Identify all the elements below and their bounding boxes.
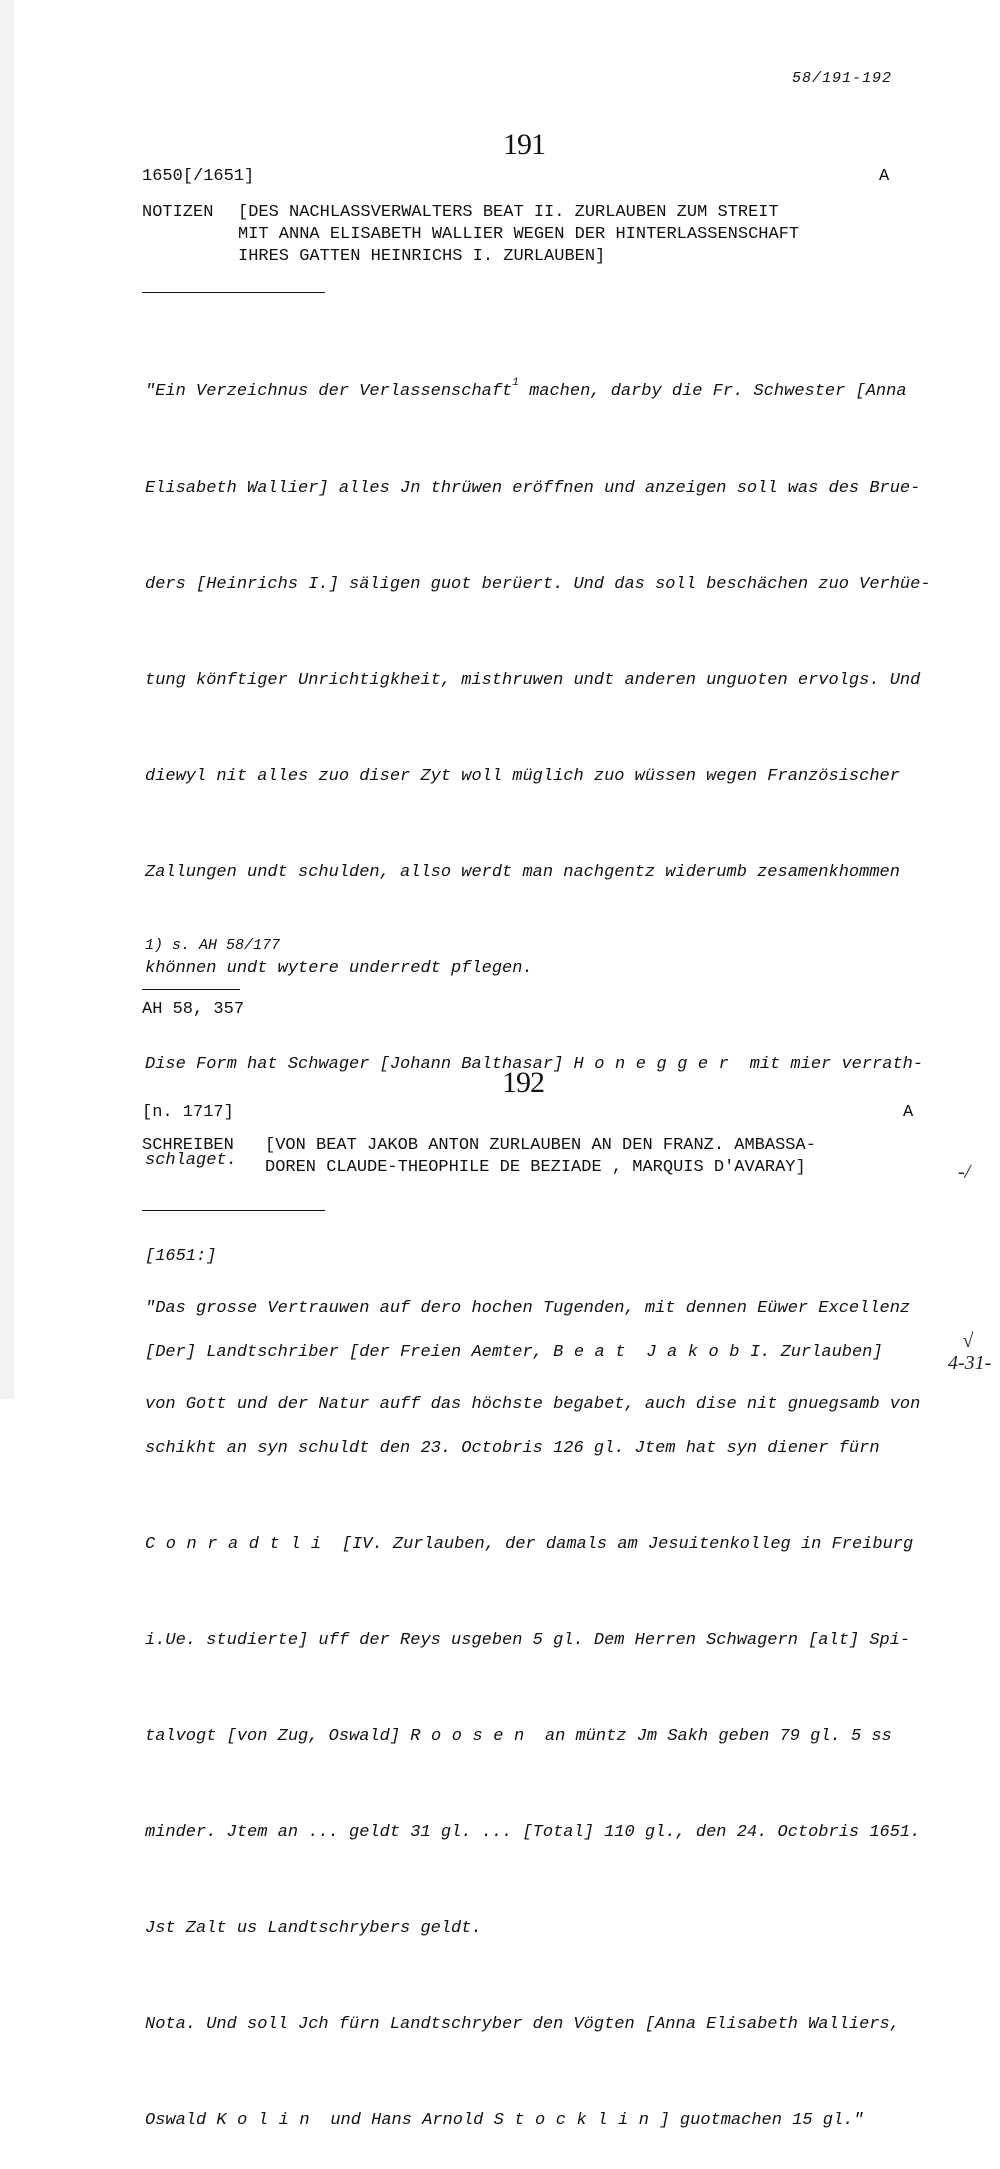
spaced-name: Beat [553,1343,637,1362]
text-line [145,1721,931,1753]
document-number-192: 192 [502,1066,544,1099]
text-line: schikht an syn schuldt den 23. Octobris 126 gl. Jtem hat syn diener fürn [145,1439,880,1458]
text-line [145,376,931,409]
text-line [145,2105,931,2137]
text-segment: [IV. Zurlauben, der damals am Jesuitenkolleg in Freiburg [331,1535,914,1554]
document-date-191: 1650[/1651] [142,167,255,186]
spaced-name: Jakob [646,1343,750,1362]
text-segment: ] guotmachen 15 gl." [659,2111,864,2130]
document-number-191: 191 [503,128,545,161]
footnote-marker: 1 [512,377,519,389]
text-segment: "Ein Verzeichnus der Verlassenschaft [145,382,513,401]
text-line: schlaget. [145,1151,237,1170]
page-reference: 58/191-192 [791,70,892,87]
spaced-name: Conradtli [145,1535,332,1554]
text-line [145,1529,931,1561]
spaced-name: Honegger [573,1055,740,1074]
heading-line-191-2: MIT ANNA ELISABETH WALLIER WEGEN DER HINTERLASSENSCHAFT [238,225,800,244]
text-line: Zallungen undt schulden, allso werdt man nachgentz widerumb zesamenkhommen [145,863,900,882]
text-line: "Das grosse Vertrauwen auf dero hochen Tugenden, mit dennen Eüwer Excellenz [145,1299,911,1318]
text-segment: [Der] Landtschriber [der Freien Aemter, [145,1343,554,1362]
spaced-name: Stocklin [493,2111,660,2130]
text-segment: Oswald [145,2111,217,2130]
spaced-name: Roosen [410,1727,535,1746]
text-segment: Dise Form hat Schwager [Johann Balthasar] [145,1055,574,1074]
check-mark: √ [962,1330,974,1352]
text-line: tung könftiger Unrichtigkheit, misthruwen undt anderen unguoten ervolgs. Und [145,671,921,690]
text-segment: an müntz Jm Sakh geben 79 gl. 5 ss [534,1727,892,1746]
document-category-191: A [879,167,890,186]
margin-annotation: -/ [958,1161,971,1183]
text-line: Jst Zalt us Landtschrybers geldt. [145,1919,482,1938]
document-date-192: [n. 1717] [142,1103,234,1122]
separator-rule-191 [142,292,325,293]
footnote-191: 1) s. AH 58/177 [145,937,281,954]
transcription-192 [145,1229,920,1453]
text-line: Elisabeth Wallier] alles Jn thrüwen eröffnen und anzeigen soll was des Brue- [145,479,921,498]
separator-rule-192 [142,1210,325,1211]
text-line: i.Ue. studierte] uff der Reys usgeben 5 gl. Dem Herren Schwagern [alt] Spi- [145,1631,911,1650]
text-line: khönnen undt wytere underredt pflegen. [145,959,533,978]
heading-label-192: SCHREIBEN [142,1136,234,1155]
text-line: Nota. Und soll Jch fürn Landtschryber den Vögten [Anna Elisabeth Walliers, [145,2015,900,2034]
text-segment: talvogt [von Zug, Oswald] [145,1727,411,1746]
heading-line-191-1: [DES NACHLASSVERWALTERS BEAT II. ZURLAUBEN ZUM STREIT [238,203,779,222]
archive-number: 4-31- [948,1352,992,1374]
spaced-name: Kolin [216,2111,321,2130]
heading-line-192-2: DOREN CLAUDE-THEOPHILE DE BEZIADE , MARQUIS D'AVARAY] [265,1158,806,1177]
text-line: ders [Heinrichs I.] säligen guot berüert. Und das soll beschächen zuo Verhüe- [145,575,931,594]
archive-annotation [948,1330,992,1374]
document-category-192: A [903,1103,914,1122]
heading-line-191-3: IHRES GATTEN HEINRICHS I. ZURLAUBEN] [238,247,606,266]
heading-label-191: NOTIZEN [142,203,214,222]
text-line: diewyl nit alles zuo diser Zyt woll müglich zuo wüssen wegen Französischer [145,767,900,786]
text-line: minder. Jtem an ... geldt 31 gl. ... [Total] 110 gl., den 24. Octobris 1651. [145,1823,921,1842]
footnote-rule-191 [142,989,240,990]
heading-line-192-1: [VON BEAT JAKOB ANTON ZURLAUBEN AN DEN FRANZ. AMBASSA- [265,1136,816,1155]
text-segment: und Hans Arnold [320,2111,494,2130]
text-segment: machen, darby die Fr. Schwester [Anna [518,382,907,401]
text-line: [1651:] [145,1247,217,1266]
text-segment: mit mier verrath- [739,1055,924,1074]
scan-border [0,0,14,1399]
text-segment: I. Zurlauben] [749,1343,883,1362]
source-reference-191: AH 58, 357 [142,1000,245,1019]
text-line: von Gott und der Natur auff das höchste begabet, auch dise nit gnuegsamb von [145,1395,921,1414]
